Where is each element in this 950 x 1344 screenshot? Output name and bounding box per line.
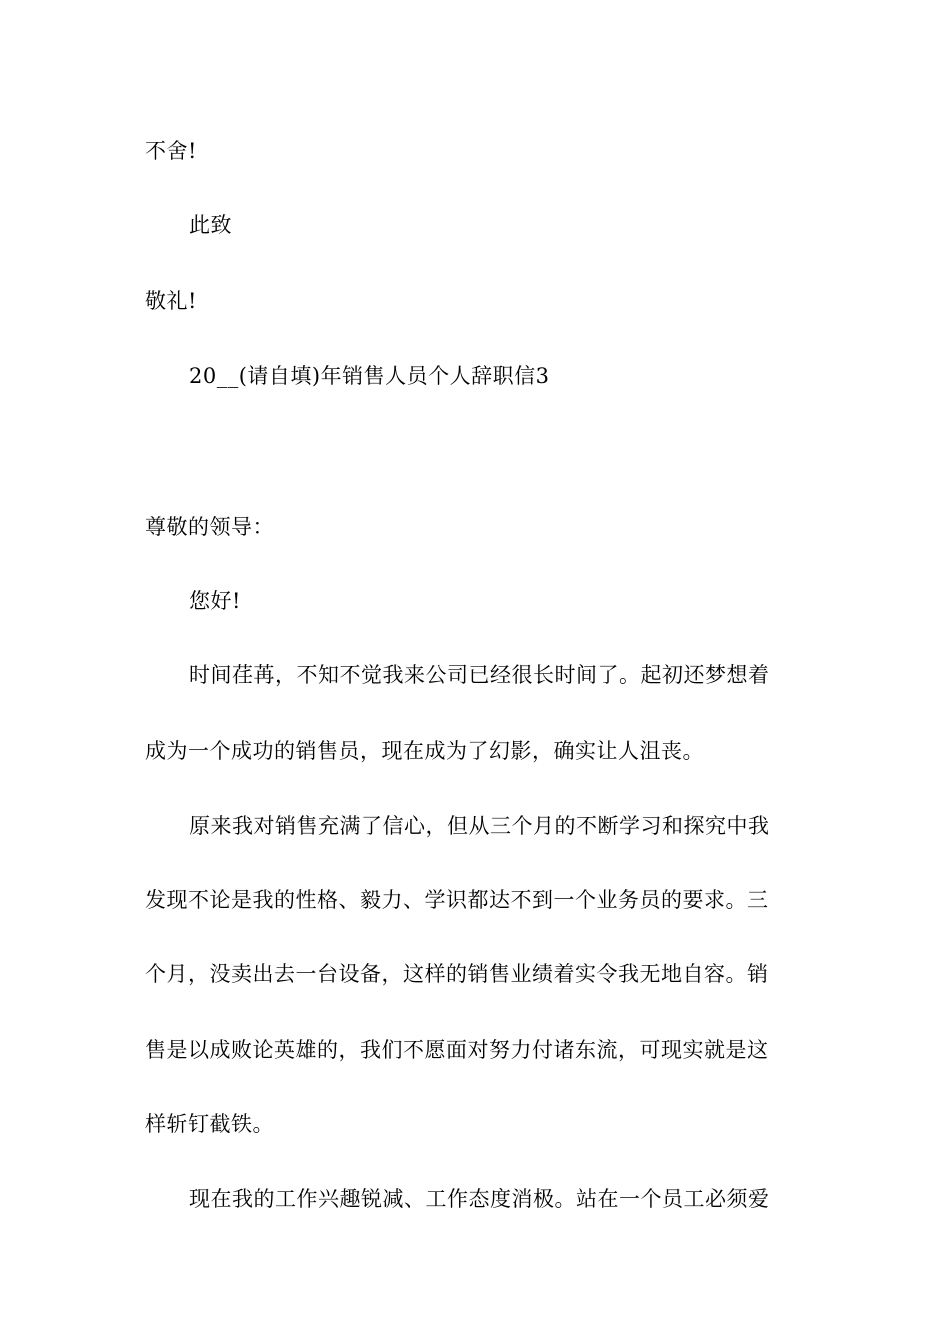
letter-heading: 20__(请自填)年销售人员个人辞职信3 [189, 364, 550, 388]
paragraph-2-line-2: 发现不论是我的性格、毅力、学识都达不到一个业务员的要求。三 [145, 888, 769, 912]
text-line-salutation-cizhi: 此致 [189, 213, 232, 237]
paragraph-3-line-1: 现在我的工作兴趣锐减、工作态度消极。站在一个员工必须爱 [189, 1187, 770, 1211]
text-line-closing-fragment: 不舍! [145, 139, 197, 163]
paragraph-2-line-4: 售是以成败论英雄的，我们不愿面对努力付诸东流，可现实就是这 [145, 1038, 769, 1062]
text-line-greeting: 您好! [189, 589, 241, 613]
paragraph-2-line-5: 样斩钉截铁。 [145, 1112, 274, 1136]
paragraph-2-line-3: 个月，没卖出去一台设备，这样的销售业绩着实令我无地自容。销 [145, 962, 769, 986]
paragraph-2-line-1: 原来我对销售充满了信心，但从三个月的不断学习和探究中我 [189, 814, 770, 838]
paragraph-1-line-2: 成为一个成功的销售员，现在成为了幻影，确实让人沮丧。 [145, 739, 704, 763]
text-line-salutation-jingli: 敬礼! [145, 289, 197, 313]
paragraph-1-line-1: 时间荏苒，不知不觉我来公司已经很长时间了。起初还梦想着 [189, 663, 770, 687]
text-line-greeting-recipient: 尊敬的领导： [145, 515, 274, 539]
